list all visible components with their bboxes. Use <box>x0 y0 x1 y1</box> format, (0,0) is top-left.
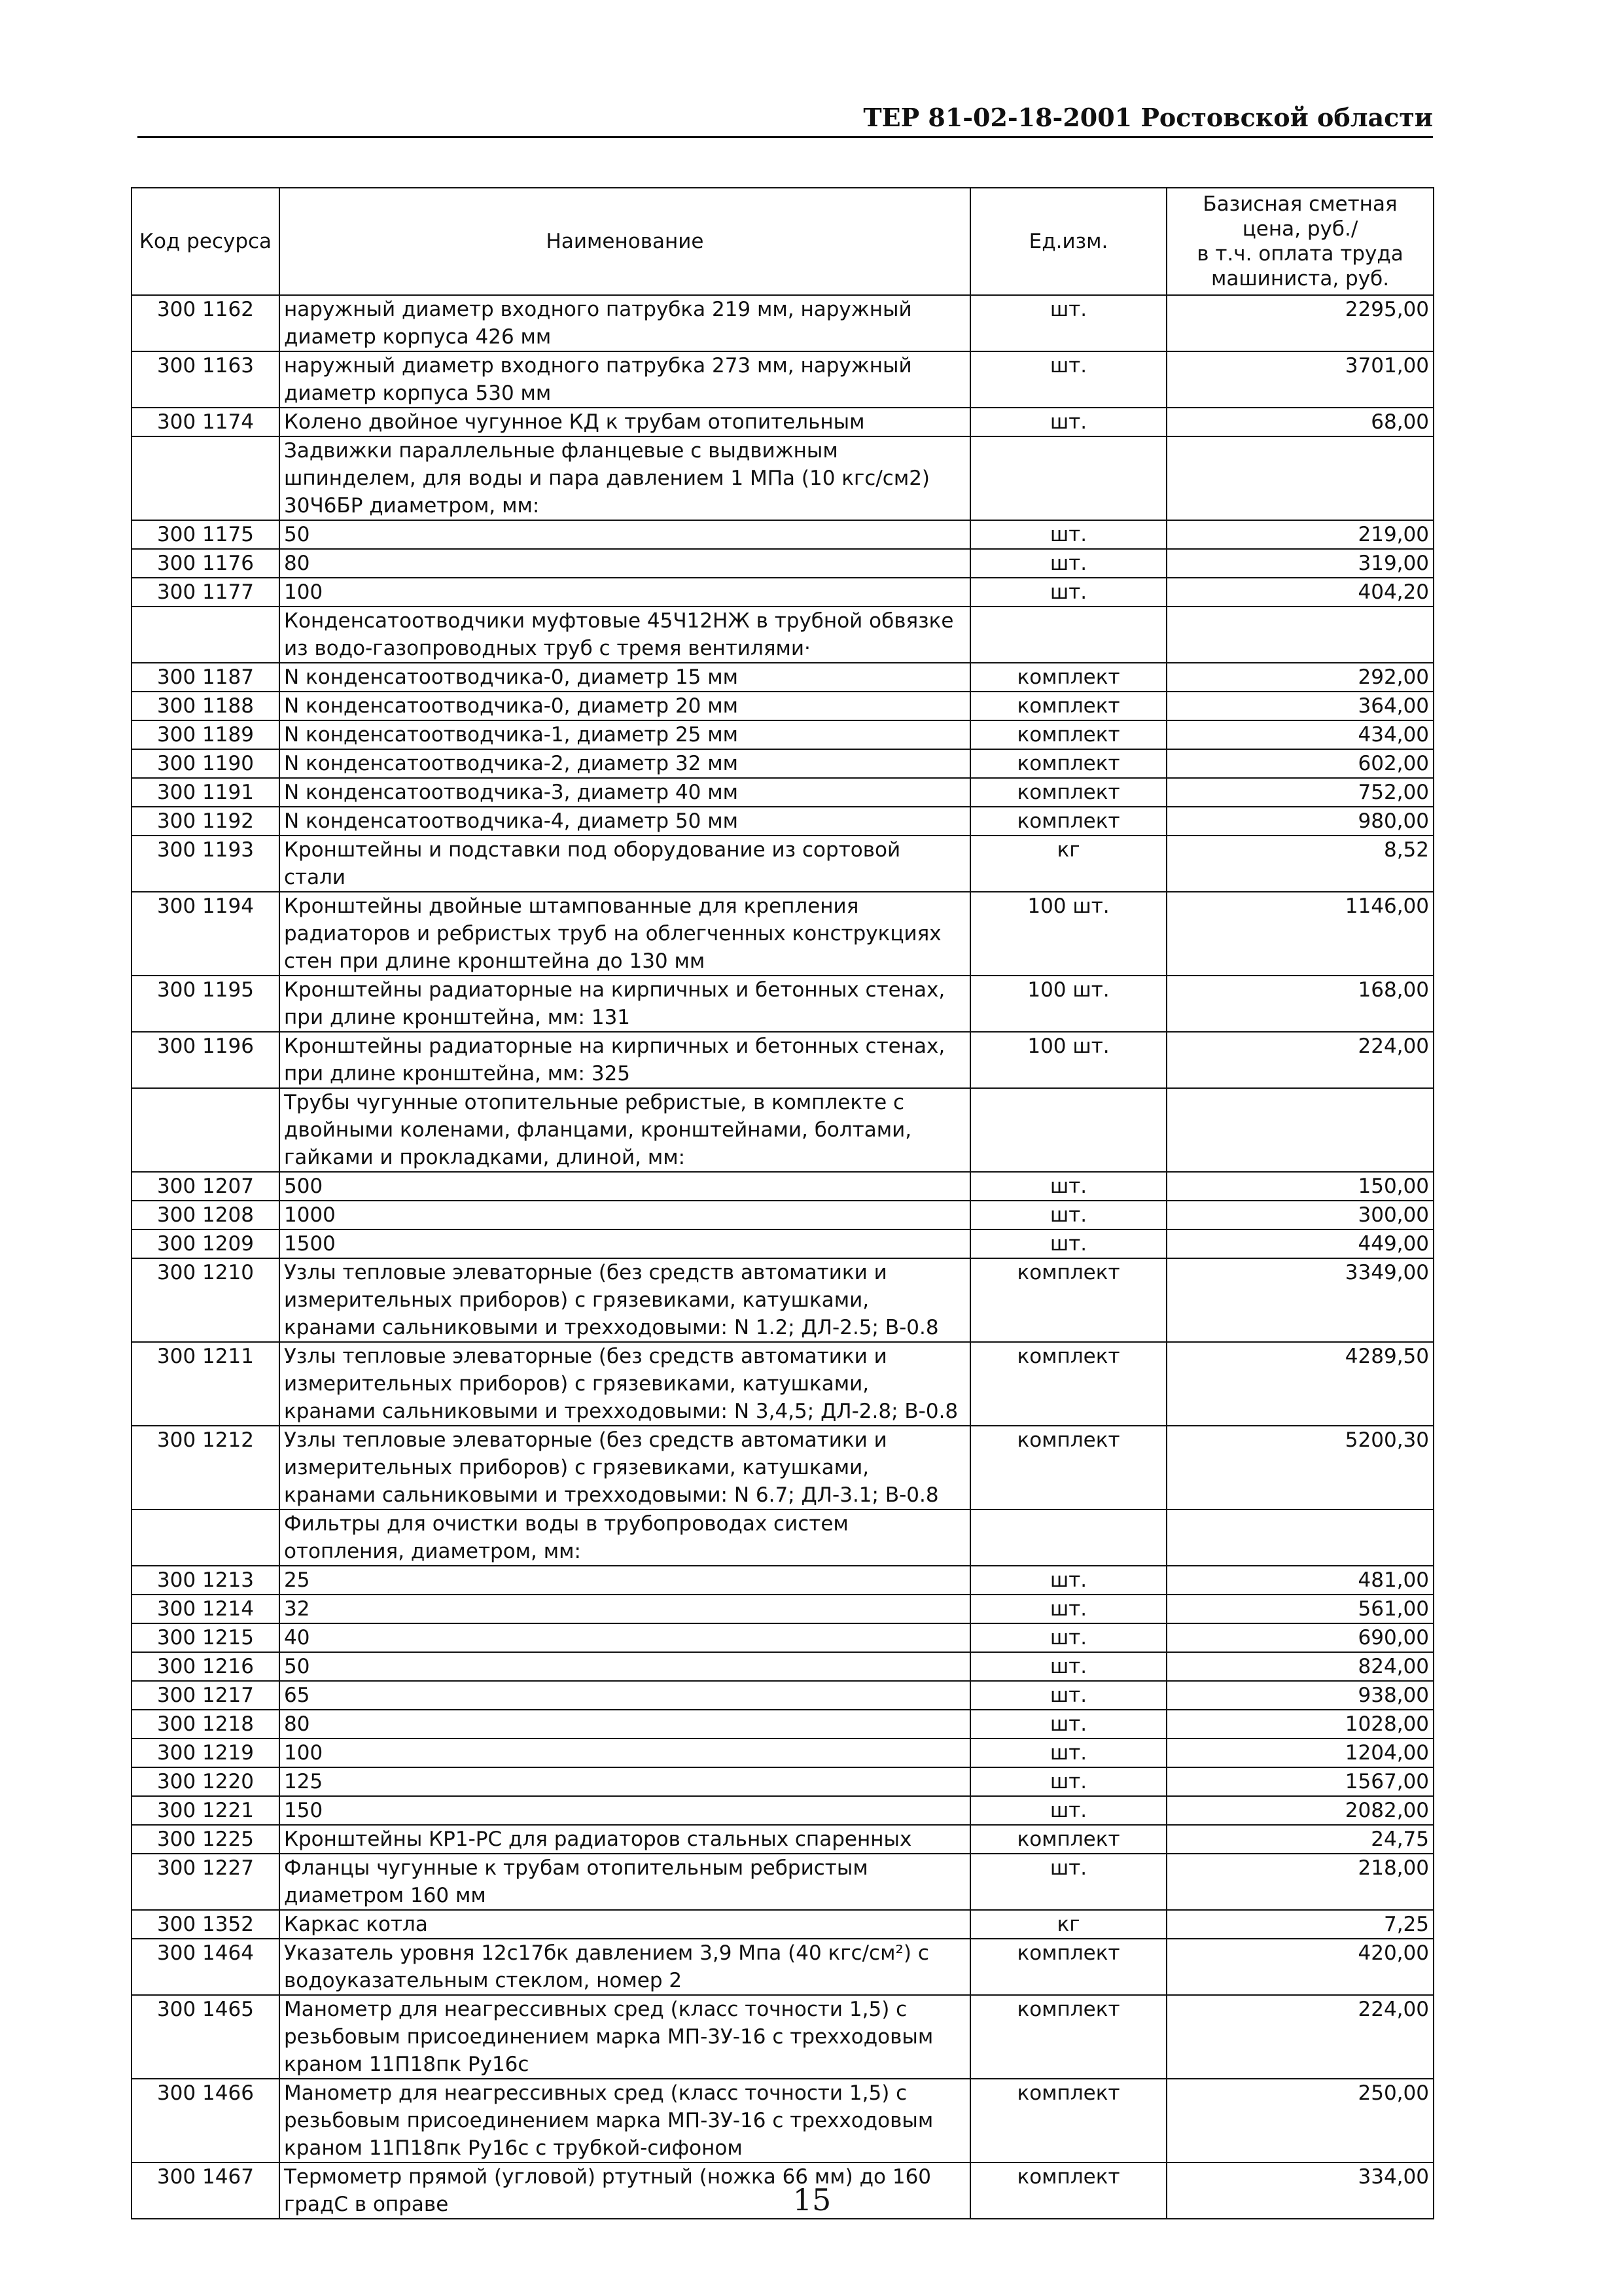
cell-unit: шт. <box>970 1229 1167 1258</box>
table-row <box>132 1032 1434 1088</box>
column-header-unit: Ед.изм. <box>970 188 1167 295</box>
cell-code: 300 1213 <box>132 1566 279 1595</box>
cell-code: 300 1212 <box>132 1426 279 1510</box>
table-row <box>132 1510 1434 1566</box>
cell-code: 300 1211 <box>132 1342 279 1426</box>
table-row <box>132 1201 1434 1229</box>
cell-unit: кг <box>970 836 1167 892</box>
cell-name: Манометр для неагрессивных сред (класс точности 1,5) с резьбовым присоединением марка МП-3У-16 с трехходовым краном 11П18пк Ру16с <box>279 1995 970 2079</box>
table-body <box>132 295 1434 2219</box>
cell-name: Узлы тепловые элеваторные (без средств автоматики и измерительных приборов) с грязевиками, катушками, кранами сальниковыми и трехходовыми: N 1.2; ДЛ-2.5; В-0.8 <box>279 1258 970 1342</box>
column-header-price <box>1167 188 1434 295</box>
cell-name: Фланцы чугунные к трубам отопительным ребристым диаметром 160 мм <box>279 1854 970 1910</box>
cell-code: 300 1215 <box>132 1623 279 1652</box>
cell-unit: шт. <box>970 1710 1167 1739</box>
cell-code <box>132 436 279 520</box>
cell-price: 218,00 <box>1167 1854 1434 1910</box>
cell-name: Кронштейны радиаторные на кирпичных и бетонных стенах, при длине кронштейна, мм: 325 <box>279 1032 970 1088</box>
cell-name: N конденсатоотводчика-4, диаметр 50 мм <box>279 807 970 836</box>
cell-unit: комплект <box>970 2079 1167 2163</box>
cell-unit: шт. <box>970 1767 1167 1796</box>
table-row <box>132 1595 1434 1623</box>
cell-code: 300 1221 <box>132 1796 279 1825</box>
table-row <box>132 692 1434 720</box>
table-row <box>132 1652 1434 1681</box>
table-row <box>132 351 1434 408</box>
cell-unit: шт. <box>970 1566 1167 1595</box>
table-row <box>132 720 1434 749</box>
table-row <box>132 892 1434 976</box>
table-row <box>132 408 1434 436</box>
cell-price: 2295,00 <box>1167 295 1434 351</box>
cell-unit: комплект <box>970 749 1167 778</box>
cell-code: 300 1193 <box>132 836 279 892</box>
cell-code: 300 1194 <box>132 892 279 976</box>
cell-code: 300 1217 <box>132 1681 279 1710</box>
cell-price: 481,00 <box>1167 1566 1434 1595</box>
table-row <box>132 1739 1434 1767</box>
table-row <box>132 1681 1434 1710</box>
table-row <box>132 1910 1434 1939</box>
cell-code <box>132 1510 279 1566</box>
cell-code: 300 1209 <box>132 1229 279 1258</box>
cell-price: 334,00 <box>1167 2163 1434 2219</box>
cell-unit: шт. <box>970 520 1167 549</box>
cell-code: 300 1216 <box>132 1652 279 1681</box>
cell-price: 3349,00 <box>1167 1258 1434 1342</box>
cell-code: 300 1465 <box>132 1995 279 2079</box>
cell-name: 80 <box>279 1710 970 1739</box>
cell-code: 300 1174 <box>132 408 279 436</box>
table-row <box>132 436 1434 520</box>
cell-price: 1567,00 <box>1167 1767 1434 1796</box>
cell-unit: комплект <box>970 1426 1167 1510</box>
cell-name: Указатель уровня 12с17бк давлением 3,9 Мпа (40 кгс/см²) с водоуказательным стеклом, номер 2 <box>279 1939 970 1995</box>
cell-price: 364,00 <box>1167 692 1434 720</box>
cell-price: 8,52 <box>1167 836 1434 892</box>
cell-unit: шт. <box>970 1172 1167 1201</box>
cell-name: Колено двойное чугунное КД к трубам отопительным <box>279 408 970 436</box>
cell-name: 40 <box>279 1623 970 1652</box>
cell-code: 300 1188 <box>132 692 279 720</box>
cell-price: 824,00 <box>1167 1652 1434 1681</box>
cell-unit: шт. <box>970 1652 1167 1681</box>
cell-price: 319,00 <box>1167 549 1434 578</box>
cell-name: N конденсатоотводчика-0, диаметр 20 мм <box>279 692 970 720</box>
column-header-code: Код ресурса <box>132 188 279 295</box>
cell-name: Кронштейны двойные штампованные для крепления радиаторов и ребристых труб на облегченных конструкциях стен при длине кронштейна до 130 мм <box>279 892 970 976</box>
cell-unit: 100 шт. <box>970 976 1167 1032</box>
table-row <box>132 1767 1434 1796</box>
cell-code: 300 1187 <box>132 663 279 692</box>
cell-code: 300 1225 <box>132 1825 279 1854</box>
cell-code: 300 1352 <box>132 1910 279 1939</box>
cell-name: наружный диаметр входного патрубка 219 мм, наружный диаметр корпуса 426 мм <box>279 295 970 351</box>
cell-name: Узлы тепловые элеваторные (без средств автоматики и измерительных приборов) с грязевиками, катушками, кранами сальниковыми и трехходовыми: N 3,4,5; ДЛ-2.8; В-0.8 <box>279 1342 970 1426</box>
cell-name: 100 <box>279 1739 970 1767</box>
table-row <box>132 1258 1434 1342</box>
table-row <box>132 749 1434 778</box>
table-row <box>132 549 1434 578</box>
cell-name: Термометр прямой (угловой) ртутный (ножка 66 мм) до 160 градС в оправе <box>279 2163 970 2219</box>
table-row <box>132 1172 1434 1201</box>
document-title: ТЕР 81-02-18-2001 Ростовской области <box>863 103 1433 132</box>
cell-name: 50 <box>279 1652 970 1681</box>
cell-code: 300 1207 <box>132 1172 279 1201</box>
cell-code: 300 1466 <box>132 2079 279 2163</box>
cell-name: 80 <box>279 549 970 578</box>
page-number: 15 <box>792 2182 832 2217</box>
cell-price: 3701,00 <box>1167 351 1434 408</box>
cell-unit: шт. <box>970 1854 1167 1910</box>
price-header-line: машиниста, руб. <box>1210 267 1390 291</box>
cell-code: 300 1195 <box>132 976 279 1032</box>
cell-price: 300,00 <box>1167 1201 1434 1229</box>
cell-unit: комплект <box>970 692 1167 720</box>
cell-unit: 100 шт. <box>970 892 1167 976</box>
cell-price: 449,00 <box>1167 1229 1434 1258</box>
cell-unit: комплект <box>970 2163 1167 2219</box>
cell-name: N конденсатоотводчика-2, диаметр 32 мм <box>279 749 970 778</box>
cell-price: 938,00 <box>1167 1681 1434 1710</box>
cell-price: 219,00 <box>1167 520 1434 549</box>
table-row <box>132 1939 1434 1995</box>
cell-price: 5200,30 <box>1167 1426 1434 1510</box>
cell-name: 500 <box>279 1172 970 1201</box>
cell-name: 125 <box>279 1767 970 1796</box>
cell-code: 300 1220 <box>132 1767 279 1796</box>
cell-unit: шт. <box>970 578 1167 607</box>
cell-unit: шт. <box>970 295 1167 351</box>
table-row <box>132 976 1434 1032</box>
cell-name: Кронштейны радиаторные на кирпичных и бетонных стенах, при длине кронштейна, мм: 131 <box>279 976 970 1032</box>
cell-price: 404,20 <box>1167 578 1434 607</box>
cell-code: 300 1189 <box>132 720 279 749</box>
cell-price: 1028,00 <box>1167 1710 1434 1739</box>
cell-unit: шт. <box>970 1595 1167 1623</box>
cell-price: 420,00 <box>1167 1939 1434 1995</box>
cell-price <box>1167 607 1434 663</box>
cell-name: 1500 <box>279 1229 970 1258</box>
cell-code: 300 1467 <box>132 2163 279 2219</box>
table-row <box>132 295 1434 351</box>
cell-price: 224,00 <box>1167 1995 1434 2079</box>
cell-price <box>1167 436 1434 520</box>
cell-code: 300 1208 <box>132 1201 279 1229</box>
cell-unit: комплект <box>970 720 1167 749</box>
table-row <box>132 1995 1434 2079</box>
cell-code: 300 1191 <box>132 778 279 807</box>
cell-price: 24,75 <box>1167 1825 1434 1854</box>
cell-unit: шт. <box>970 1739 1167 1767</box>
table-row <box>132 807 1434 836</box>
cell-name: Манометр для неагрессивных сред (класс точности 1,5) с резьбовым присоединением марка МП-3У-16 с трехходовым краном 11П18пк Ру16с с трубкой-сифоном <box>279 2079 970 2163</box>
table-row <box>132 663 1434 692</box>
cell-code: 300 1175 <box>132 520 279 549</box>
cell-name: 25 <box>279 1566 970 1595</box>
column-header-name: Наименование <box>279 188 970 295</box>
page-header <box>137 105 1433 138</box>
table-header-row <box>132 188 1434 295</box>
table-row <box>132 607 1434 663</box>
cell-name: Задвижки параллельные фланцевые с выдвижным шпинделем, для воды и пара давлением 1 МПа (10 кгс/см2) 30Ч6БР диаметром, мм: <box>279 436 970 520</box>
cell-name: N конденсатоотводчика-1, диаметр 25 мм <box>279 720 970 749</box>
cell-unit: комплект <box>970 807 1167 836</box>
cell-name: Узлы тепловые элеваторные (без средств автоматики и измерительных приборов) с грязевиками, катушками, кранами сальниковыми и трехходовыми: N 6.7; ДЛ-3.1; В-0.8 <box>279 1426 970 1510</box>
cell-price: 68,00 <box>1167 408 1434 436</box>
table-row <box>132 1854 1434 1910</box>
cell-unit <box>970 607 1167 663</box>
cell-code: 300 1214 <box>132 1595 279 1623</box>
cell-unit: шт. <box>970 549 1167 578</box>
table-row <box>132 1710 1434 1739</box>
cell-name: Каркас котла <box>279 1910 970 1939</box>
cell-unit: комплект <box>970 1939 1167 1995</box>
cell-unit: комплект <box>970 663 1167 692</box>
cell-name: 1000 <box>279 1201 970 1229</box>
cell-price: 602,00 <box>1167 749 1434 778</box>
cell-unit: комплект <box>970 1995 1167 2079</box>
price-header-line: Базисная сметная <box>1203 192 1398 216</box>
cell-name: 32 <box>279 1595 970 1623</box>
price-header-line: цена, руб./ <box>1242 217 1358 241</box>
cell-price <box>1167 1510 1434 1566</box>
cell-unit: 100 шт. <box>970 1032 1167 1088</box>
cell-unit: шт. <box>970 351 1167 408</box>
table-row <box>132 1796 1434 1825</box>
cell-code: 300 1163 <box>132 351 279 408</box>
table-row <box>132 1229 1434 1258</box>
cell-price: 752,00 <box>1167 778 1434 807</box>
cell-price: 690,00 <box>1167 1623 1434 1652</box>
table-row <box>132 778 1434 807</box>
table-row <box>132 520 1434 549</box>
cell-price: 250,00 <box>1167 2079 1434 2163</box>
cell-name: Трубы чугунные отопительные ребристые, в комплекте с двойными коленами, фланцами, кронштейнами, болтами, гайками и прокладками, длиной, мм: <box>279 1088 970 1172</box>
cell-name: Кронштейны КР1-РС для радиаторов стальных спаренных <box>279 1825 970 1854</box>
cell-price: 168,00 <box>1167 976 1434 1032</box>
cell-code: 300 1218 <box>132 1710 279 1739</box>
cell-unit: шт. <box>970 1796 1167 1825</box>
cell-price: 292,00 <box>1167 663 1434 692</box>
table-row <box>132 1088 1434 1172</box>
price-header-line: в т.ч. оплата труда <box>1197 242 1403 266</box>
cell-unit: комплект <box>970 1825 1167 1854</box>
cell-name: Фильтры для очистки воды в трубопроводах систем отопления, диаметром, мм: <box>279 1510 970 1566</box>
cell-price: 1204,00 <box>1167 1739 1434 1767</box>
table-row <box>132 1825 1434 1854</box>
cell-code: 300 1177 <box>132 578 279 607</box>
cell-name: N конденсатоотводчика-0, диаметр 15 мм <box>279 663 970 692</box>
cell-price <box>1167 1088 1434 1172</box>
cell-price: 980,00 <box>1167 807 1434 836</box>
cell-name: 50 <box>279 520 970 549</box>
cell-code: 300 1162 <box>132 295 279 351</box>
cell-unit: комплект <box>970 778 1167 807</box>
cell-price: 434,00 <box>1167 720 1434 749</box>
cell-name: 100 <box>279 578 970 607</box>
cell-unit <box>970 1088 1167 1172</box>
cell-price: 7,25 <box>1167 1910 1434 1939</box>
table-row <box>132 1342 1434 1426</box>
cell-name: наружный диаметр входного патрубка 273 мм, наружный диаметр корпуса 530 мм <box>279 351 970 408</box>
cell-code <box>132 607 279 663</box>
cell-unit <box>970 1510 1167 1566</box>
cell-price: 2082,00 <box>1167 1796 1434 1825</box>
cell-price: 561,00 <box>1167 1595 1434 1623</box>
cell-unit: шт. <box>970 1681 1167 1710</box>
table-row <box>132 2079 1434 2163</box>
cell-code: 300 1190 <box>132 749 279 778</box>
cell-price: 1146,00 <box>1167 892 1434 976</box>
table-row <box>132 1566 1434 1595</box>
cell-code: 300 1464 <box>132 1939 279 1995</box>
cell-name: Конденсатоотводчики муфтовые 45Ч12НЖ в трубной обвязке из водо-газопроводных труб с тремя вентилями· <box>279 607 970 663</box>
cell-unit: кг <box>970 1910 1167 1939</box>
cell-name: N конденсатоотводчика-3, диаметр 40 мм <box>279 778 970 807</box>
cell-unit: шт. <box>970 408 1167 436</box>
cell-code: 300 1227 <box>132 1854 279 1910</box>
cell-unit: шт. <box>970 1201 1167 1229</box>
cell-code: 300 1219 <box>132 1739 279 1767</box>
cell-price: 150,00 <box>1167 1172 1434 1201</box>
table-row <box>132 836 1434 892</box>
cell-unit: шт. <box>970 1623 1167 1652</box>
cell-name: 65 <box>279 1681 970 1710</box>
table-row <box>132 1426 1434 1510</box>
cell-price: 224,00 <box>1167 1032 1434 1088</box>
cell-code: 300 1176 <box>132 549 279 578</box>
cell-unit: комплект <box>970 1342 1167 1426</box>
cell-code: 300 1196 <box>132 1032 279 1088</box>
cell-name: Кронштейны и подставки под оборудование из сортовой стали <box>279 836 970 892</box>
cell-unit: комплект <box>970 1258 1167 1342</box>
cell-unit <box>970 436 1167 520</box>
price-table <box>131 187 1434 2219</box>
table-row <box>132 1623 1434 1652</box>
cell-code: 300 1192 <box>132 807 279 836</box>
cell-code <box>132 1088 279 1172</box>
cell-price: 4289,50 <box>1167 1342 1434 1426</box>
cell-code: 300 1210 <box>132 1258 279 1342</box>
cell-name: 150 <box>279 1796 970 1825</box>
table-row <box>132 578 1434 607</box>
